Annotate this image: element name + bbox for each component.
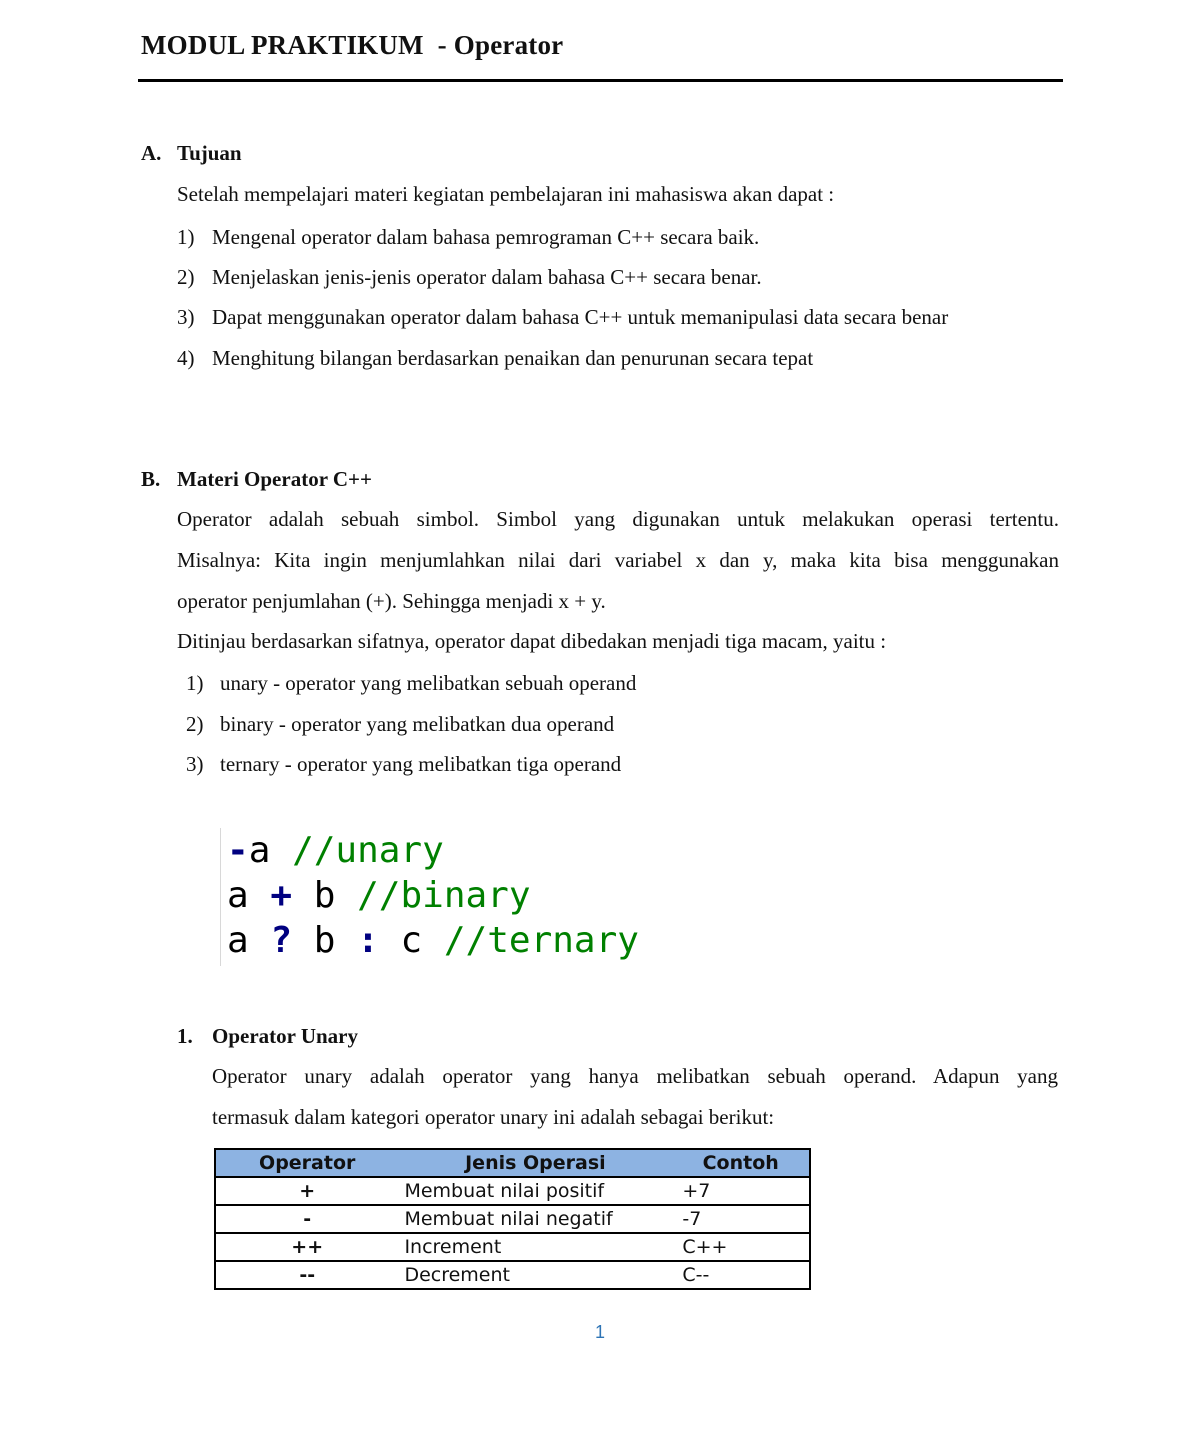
section-b-paragraph xyxy=(177,499,1059,622)
subsection-1-title: Operator Unary xyxy=(212,1024,359,1048)
code-operator: ? xyxy=(270,920,293,961)
subsection-1-number: 1. xyxy=(177,1024,193,1048)
table-cell-contoh: +7 xyxy=(672,1177,810,1205)
table-cell-contoh: -7 xyxy=(672,1205,810,1233)
code-line-ternary xyxy=(221,918,691,963)
table-row xyxy=(215,1205,810,1233)
section-a-intro: Setelah mempelajari materi kegiatan pembelajaran ini mahasiswa akan dapat : xyxy=(177,182,835,206)
code-operator: + xyxy=(270,875,293,916)
paragraph-line: Operator unary adalah operator yang hanya melibatkan sebuah operand. Adapun yang xyxy=(212,1064,1058,1088)
code-operand: a xyxy=(248,830,271,871)
section-b-title: Materi Operator C++ xyxy=(177,467,372,491)
list-item-number: 3) xyxy=(177,305,195,329)
list-item-text: Mengenal operator dalam bahasa pemrograman C++ secara baik. xyxy=(212,225,760,249)
list-item-number: 4) xyxy=(177,346,195,370)
list-item-text: Dapat menggunakan operator dalam bahasa C++ untuk memanipulasi data secara benar xyxy=(212,305,949,329)
table-cell-operator: + xyxy=(215,1177,398,1205)
list-item-number: 1) xyxy=(177,225,195,249)
section-a-letter: A. xyxy=(141,141,162,165)
paragraph-line: operator penjumlahan (+). Sehingga menjadi x + y. xyxy=(177,589,606,613)
paragraph-line: Misalnya: Kita ingin menjumlahkan nilai dari variabel x dan y, maka kita bisa menggunakan xyxy=(177,548,1059,572)
code-operand: b xyxy=(313,920,336,961)
list-item-number: 3) xyxy=(186,752,204,776)
code-operator: : xyxy=(357,920,379,961)
table-cell-jenis: Membuat nilai positif xyxy=(398,1177,672,1205)
code-operator: - xyxy=(227,830,249,871)
table-row xyxy=(215,1177,810,1205)
code-operand: a xyxy=(227,920,249,961)
section-b-paragraph-2: Ditinjau berdasarkan sifatnya, operator dapat dibedakan menjadi tiga macam, yaitu : xyxy=(177,629,887,653)
table-cell-jenis: Membuat nilai negatif xyxy=(398,1205,672,1233)
table-cell-jenis: Increment xyxy=(398,1233,672,1261)
table-row xyxy=(215,1233,810,1261)
table-header-contoh: Contoh xyxy=(672,1149,810,1177)
code-operand: c xyxy=(400,920,423,961)
code-operand: a xyxy=(227,875,249,916)
table-header-row xyxy=(215,1149,810,1177)
list-item-number: 1) xyxy=(186,671,204,695)
list-item-number: 2) xyxy=(186,712,204,736)
table-cell-operator: -- xyxy=(215,1261,398,1289)
page-number: 1 xyxy=(594,1322,605,1342)
table-cell-operator: - xyxy=(215,1205,398,1233)
code-comment: //unary xyxy=(292,830,444,871)
code-line-binary xyxy=(221,873,691,918)
section-a-title: Tujuan xyxy=(177,141,242,165)
paragraph-line: termasuk dalam kategori operator unary ini adalah sebagai berikut: xyxy=(212,1105,775,1129)
table-cell-contoh: C++ xyxy=(672,1233,810,1261)
list-item-text: binary - operator yang melibatkan dua operand xyxy=(220,712,615,736)
code-comment: //ternary xyxy=(443,920,639,961)
code-line-unary xyxy=(221,828,691,873)
table-cell-contoh: C-- xyxy=(672,1261,810,1289)
paragraph-line: Operator adalah sebuah simbol. Simbol yang digunakan untuk melakukan operasi tertentu. xyxy=(177,507,1059,531)
table-header-operator: Operator xyxy=(215,1149,398,1177)
list-item-text: unary - operator yang melibatkan sebuah operand xyxy=(220,671,637,695)
page-title: MODUL PRAKTIKUM - Operator xyxy=(141,30,564,60)
subsection-1-paragraph xyxy=(212,1056,1058,1138)
list-item-text: Menjelaskan jenis-jenis operator dalam bahasa C++ secara benar. xyxy=(212,265,762,289)
table-cell-operator: ++ xyxy=(215,1233,398,1261)
list-item-text: Menghitung bilangan berdasarkan penaikan dan penurunan secara tepat xyxy=(212,346,814,370)
unary-operator-table xyxy=(214,1148,811,1290)
code-operand: b xyxy=(313,875,336,916)
list-item-number: 2) xyxy=(177,265,195,289)
code-example xyxy=(220,828,691,966)
table-header-jenis-operasi: Jenis Operasi xyxy=(398,1149,672,1177)
table-cell-jenis: Decrement xyxy=(398,1261,672,1289)
table-row xyxy=(215,1261,810,1289)
list-item-text: ternary - operator yang melibatkan tiga operand xyxy=(220,752,622,776)
header-divider xyxy=(138,79,1063,82)
code-comment: //binary xyxy=(357,875,531,916)
section-b-letter: B. xyxy=(141,467,161,491)
